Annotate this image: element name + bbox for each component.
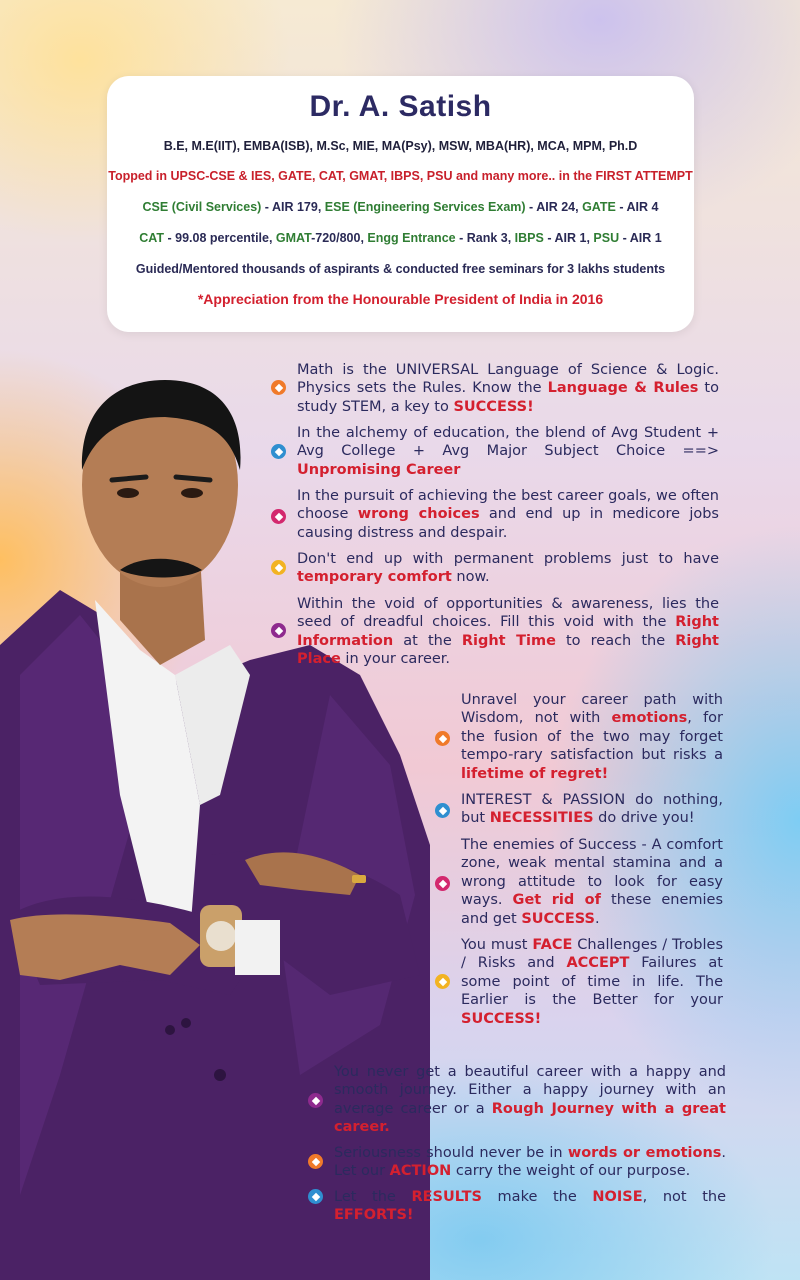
body-text: these enemies and get (461, 892, 723, 927)
highlight-text: lifetime of regret! (461, 765, 609, 782)
rank-label: GATE (582, 200, 616, 214)
highlight-text: FACE (532, 937, 573, 953)
highlight-text: SUCCESS (521, 910, 595, 927)
body-text: at the (393, 632, 462, 649)
rank-label: CAT (139, 231, 165, 245)
highlight-text: Right Time (461, 632, 556, 649)
body-text: Failures at some point of time in life. The Earlier is the Better for your (461, 955, 723, 1009)
guided-line: Guided/Mentored thousands of aspirants & conducted free seminars for 3 lakhs students (135, 262, 666, 276)
page-title: Dr. A. Satish (309, 90, 492, 123)
ranks-line-2 (107, 231, 694, 245)
rank-label: PSU (593, 231, 620, 245)
profile-card (107, 76, 694, 332)
diamond-bullet-icon (308, 1154, 323, 1169)
rank-label: Engg Entrance (367, 231, 456, 245)
highlight-text: ACCEPT (566, 955, 630, 972)
body-text: You must (461, 937, 533, 953)
body-text: to study STEM, a key to (297, 380, 719, 415)
body-text: . (594, 910, 600, 927)
highlight-text: Right Information (297, 614, 719, 649)
appreciation-line: *Appreciation from the Honourable President of India in 2016 (197, 291, 604, 307)
body-text: and end up in medicore jobs causing distress and despair. (297, 506, 719, 541)
body-text: do drive you! (593, 810, 695, 827)
highlight-text: wrong choices (357, 506, 480, 523)
diamond-bullet-icon (271, 380, 286, 395)
bullet-text (297, 550, 719, 587)
bullet-text (297, 487, 719, 542)
rank-value: -720/800, (311, 231, 368, 245)
highlight-text: RESULTS (411, 1189, 482, 1205)
highlight-text: temporary comfort (297, 569, 452, 586)
body-text: You never get a beautiful career with a happy and smooth journey. Either a happy journey with an average career or a (334, 1064, 726, 1117)
rank-label: ESE (Engineering Services Exam) (324, 200, 526, 214)
rank-value: - AIR 4 (615, 200, 659, 214)
highlight-text: Unpromising Career (297, 461, 461, 478)
highlight-text: NOISE (592, 1189, 643, 1205)
bullet-text (461, 691, 723, 783)
bullet-text (334, 1188, 726, 1225)
ranks-line-1 (107, 200, 694, 214)
highlight-text: Right Place (297, 632, 719, 668)
body-text: In the pursuit of achieving the best career goals, we often choose (297, 488, 719, 523)
topped-line: Topped in UPSC-CSE & IES, GATE, CAT, GMAT, IBPS, PSU and many more.. in the FIRST ATTEMPT (108, 169, 693, 183)
bullet-text (334, 1144, 726, 1181)
body-text: now. (451, 569, 490, 586)
highlight-text: emotions (611, 710, 688, 727)
highlight-text: Language & Rules (547, 380, 699, 397)
rank-label: IBPS (514, 231, 544, 245)
highlight-text: EFFORTS! (334, 1207, 414, 1224)
diamond-bullet-icon (271, 560, 286, 575)
rank-value: - AIR 1 (619, 231, 662, 245)
diamond-bullet-icon (308, 1189, 323, 1204)
highlight-text: SUCCESS! (461, 1010, 542, 1027)
body-text: Unravel your career path with Wisdom, not with (461, 692, 723, 727)
body-text: In the alchemy of education, the blend of Avg Student + Avg College + Avg Major Subject Choice ==> (297, 425, 719, 460)
bullet-text (461, 791, 723, 828)
body-text: . Let our (334, 1145, 727, 1180)
bullet-text (297, 424, 719, 479)
highlight-text: Get rid of (512, 892, 601, 909)
highlight-text: Rough Journey with a great career. (334, 1100, 726, 1136)
body-text: Seriousness should never be in (334, 1145, 568, 1161)
body-text: in your career. (340, 651, 451, 668)
body-text: INTEREST & PASSION do nothing, but (461, 792, 723, 827)
diamond-bullet-icon (435, 974, 450, 989)
highlight-text: ACTION (389, 1163, 452, 1180)
body-text: , not the (642, 1189, 727, 1205)
diamond-bullet-icon (435, 731, 450, 746)
body-text: , for the fusion of the two may forget tempo-rary satisfaction but risks a (461, 710, 724, 764)
highlight-text: SUCCESS! (453, 398, 534, 415)
diamond-bullet-icon (271, 623, 286, 638)
bullet-text (334, 1063, 726, 1137)
highlight-text: NECESSITIES (489, 810, 594, 827)
rank-label: CSE (Civil Services) (142, 200, 262, 214)
body-text: make the (481, 1189, 593, 1205)
rank-value: - AIR 179, (261, 200, 325, 214)
body-text: Don't end up with permanent problems just to have (297, 551, 719, 567)
rank-value: - 99.08 percentile, (164, 231, 276, 245)
body-text: carry the weight of our purpose. (451, 1163, 691, 1180)
rank-value: - AIR 1, (543, 231, 594, 245)
diamond-bullet-icon (435, 876, 450, 891)
bullet-text (461, 836, 723, 928)
body-text: Math is the UNIVERSAL Language of Science & Logic. Physics sets the Rules. Know the (297, 362, 719, 397)
bullet-text (461, 936, 723, 1028)
body-text: The enemies of Success - A comfort zone, weak mental stamina and a wrong attitude to look for easy ways. (461, 837, 723, 909)
rank-value: - Rank 3, (455, 231, 515, 245)
diamond-bullet-icon (435, 803, 450, 818)
body-text: to reach the (555, 632, 676, 649)
body-text: Within the void of opportunities & awareness, lies the seed of dreadful choices. Fill this void with the (297, 596, 719, 631)
diamond-bullet-icon (271, 444, 286, 459)
body-text: Challenges / Trobles / Risks and (461, 937, 723, 972)
degrees-line: B.E, M.E(IIT), EMBA(ISB), M.Sc, MIE, MA(Psy), MSW, MBA(HR), MCA, MPM, Ph.D (163, 139, 638, 153)
highlight-text: words or emotions (567, 1145, 722, 1161)
rank-value: - AIR 24, (525, 200, 583, 214)
diamond-bullet-icon (271, 509, 286, 524)
bullet-text (297, 595, 719, 669)
rank-label: GMAT (275, 231, 312, 245)
bullet-text (297, 361, 719, 416)
body-text: Let the (334, 1189, 412, 1205)
diamond-bullet-icon (308, 1093, 323, 1108)
